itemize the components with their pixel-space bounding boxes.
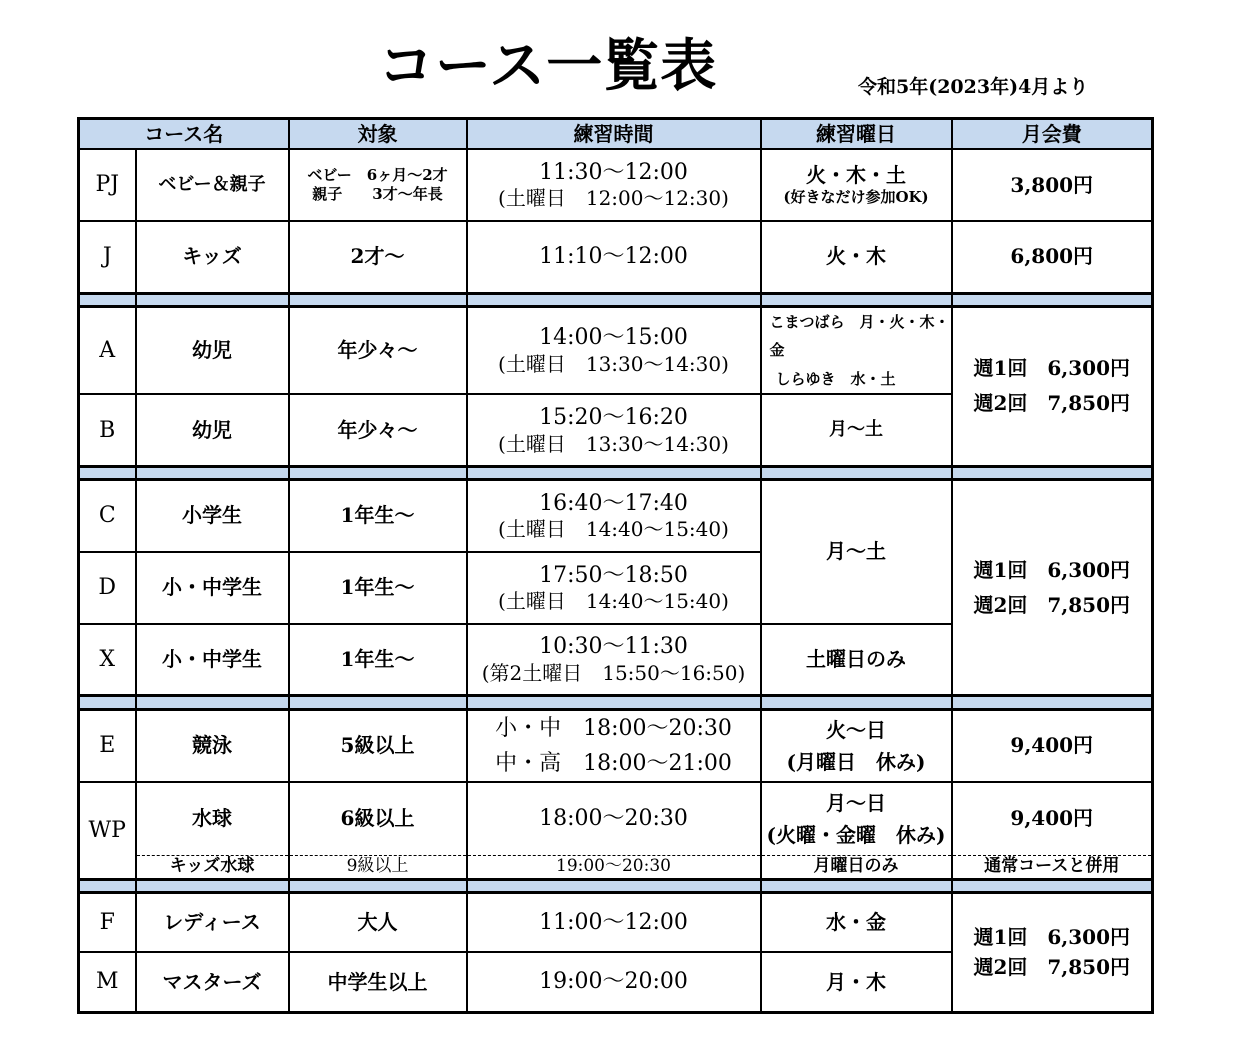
course-time: 19:00～20:00 (467, 952, 761, 1012)
table-row (79, 782, 1153, 855)
time-line: 小・中 18:00～20:30 (495, 715, 732, 741)
course-days: 月～土 (761, 394, 952, 466)
course-fee: 9,400円 (952, 709, 1153, 782)
time-line: (土曜日 12:00～12:30) (498, 186, 729, 211)
separator-row (79, 879, 1153, 892)
course-time (467, 149, 761, 221)
course-name: 競泳 (136, 709, 289, 782)
course-target: 年少々～ (289, 394, 467, 466)
time-line: 16:40～17:40 (539, 490, 688, 516)
course-fee: 3,800円 (952, 149, 1153, 221)
course-fee: 9,400円 (952, 782, 1153, 855)
course-time: 11:00～12:00 (467, 892, 761, 952)
time-line: 10:30～11:30 (539, 634, 688, 660)
course-name: 小学生 (136, 480, 289, 552)
fee-line: 週1回 6,300円 (973, 356, 1131, 381)
course-name: 小・中学生 (136, 552, 289, 624)
time-line: (土曜日 14:40～15:40) (498, 517, 729, 542)
days-line: 火～日 (826, 717, 886, 742)
course-name: キッズ水球 (136, 855, 289, 879)
course-time: 19:00～20:30 (467, 855, 761, 879)
course-days: 火・木 (761, 221, 952, 293)
course-time (467, 306, 761, 394)
course-code: PJ (79, 149, 136, 221)
course-time (467, 480, 761, 552)
table-row (79, 149, 1153, 221)
course-code: B (79, 394, 136, 466)
page-title: コース一覧表 (378, 34, 718, 99)
course-name: キッズ (136, 221, 289, 293)
table-row (79, 221, 1153, 293)
header-fee: 月会費 (952, 119, 1153, 150)
time-line: (土曜日 13:30～14:30) (498, 431, 729, 456)
course-target: 中学生以上 (289, 952, 467, 1012)
course-days (761, 782, 952, 855)
course-time (467, 394, 761, 466)
table-row (79, 709, 1153, 782)
course-target: 5級以上 (289, 709, 467, 782)
fee-line: 週2回 7,850円 (973, 955, 1131, 980)
course-name: 小・中学生 (136, 624, 289, 696)
course-days (761, 306, 952, 394)
course-time (467, 624, 761, 696)
course-target: 6級以上 (289, 782, 467, 855)
course-fee: 通常コースと併用 (952, 855, 1153, 879)
course-days: 月～土 (761, 480, 952, 624)
time-line: 15:20～16:20 (539, 405, 688, 431)
course-code: WP (79, 782, 136, 879)
course-code: F (79, 892, 136, 952)
effective-date: 令和5年(2023年)4月より (858, 76, 1089, 98)
days-line: (月曜日 休み) (786, 749, 926, 774)
time-line: (土曜日 14:40～15:40) (498, 589, 729, 614)
separator-row (79, 467, 1153, 480)
course-target (289, 149, 467, 221)
course-name: 水球 (136, 782, 289, 855)
time-line: (第2土曜日 15:50～16:50) (481, 660, 746, 685)
days-line: こまつばら 月・火・木・金 (769, 312, 950, 360)
days-line: (好きなだけ参加OK) (783, 188, 929, 207)
header-time: 練習時間 (467, 119, 761, 150)
header-days: 練習曜日 (761, 119, 952, 150)
target-line: ベビー 6ヶ月～2才 (307, 166, 448, 185)
course-name: ベビー＆親子 (136, 149, 289, 221)
time-line: 17:50～18:50 (539, 562, 688, 588)
course-time (467, 709, 761, 782)
days-line: (火曜・金曜 休み) (766, 822, 946, 847)
course-days (761, 709, 952, 782)
fee-line: 週1回 6,300円 (973, 925, 1131, 950)
course-code: E (79, 709, 136, 782)
days-line: 月～日 (826, 790, 886, 815)
course-time (467, 552, 761, 624)
course-name: レディース (136, 892, 289, 952)
course-code: D (79, 552, 136, 624)
course-target: 1年生～ (289, 552, 467, 624)
course-table (77, 117, 1154, 1014)
course-name: マスターズ (136, 952, 289, 1012)
time-line: (土曜日 13:30～14:30) (498, 351, 729, 376)
course-time: 18:00～20:30 (467, 782, 761, 855)
header-course-name: コース名 (79, 119, 289, 150)
course-code: M (79, 952, 136, 1012)
course-name: 幼児 (136, 394, 289, 466)
course-target: 年少々～ (289, 306, 467, 394)
course-code: A (79, 306, 136, 394)
separator-row (79, 696, 1153, 709)
course-code: X (79, 624, 136, 696)
course-target: 9級以上 (289, 855, 467, 879)
table-row (79, 892, 1153, 952)
fee-line: 週1回 6,300円 (973, 557, 1131, 582)
separator-row (79, 293, 1153, 306)
course-days: 土曜日のみ (761, 624, 952, 696)
time-line: 11:30～12:00 (539, 159, 688, 185)
course-fee (952, 892, 1153, 1012)
time-line: 中・高 18:00～21:00 (495, 750, 732, 776)
table-row (79, 306, 1153, 394)
course-target: 大人 (289, 892, 467, 952)
fee-line: 週2回 7,850円 (973, 391, 1131, 416)
course-fee (952, 306, 1153, 466)
days-line: 火・木・土 (806, 163, 906, 188)
course-fee (952, 480, 1153, 696)
fee-line: 週2回 7,850円 (973, 592, 1131, 617)
header-target: 対象 (289, 119, 467, 150)
table-row (79, 855, 1153, 879)
days-line: しらゆき 水・土 (775, 369, 896, 388)
course-target: 2才～ (289, 221, 467, 293)
course-time: 11:10～12:00 (467, 221, 761, 293)
table-row (79, 480, 1153, 552)
course-days (761, 149, 952, 221)
target-line: 親子 3才～年長 (312, 185, 443, 204)
course-fee: 6,800円 (952, 221, 1153, 293)
course-days: 月・木 (761, 952, 952, 1012)
course-code: J (79, 221, 136, 293)
header-row (79, 119, 1153, 150)
course-days: 月曜日のみ (761, 855, 952, 879)
course-days: 水・金 (761, 892, 952, 952)
course-name: 幼児 (136, 306, 289, 394)
course-target: 1年生～ (289, 624, 467, 696)
time-line: 14:00～15:00 (539, 325, 688, 351)
course-target: 1年生～ (289, 480, 467, 552)
course-code: C (79, 480, 136, 552)
